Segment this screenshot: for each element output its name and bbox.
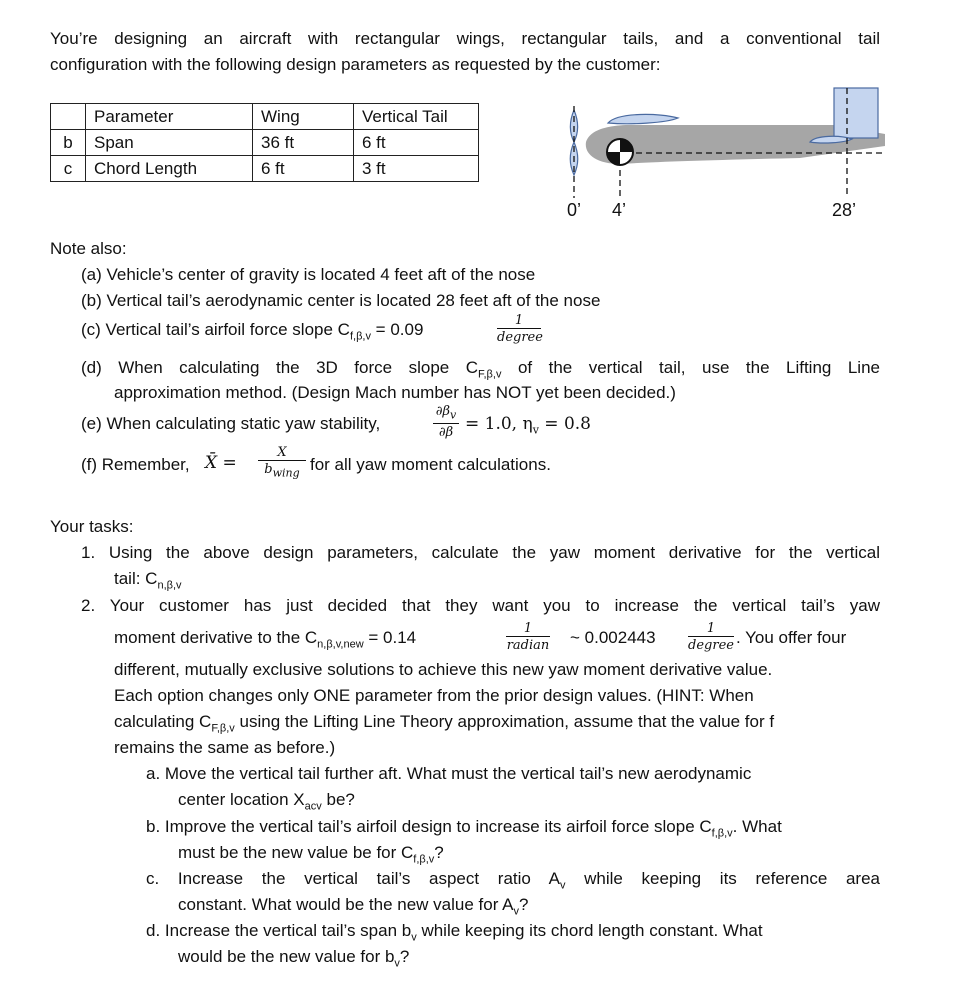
option-d-text-2-cont: ? <box>399 947 410 966</box>
option-a-text: center location X <box>178 790 305 809</box>
fraction-denominator-subscript: wing <box>272 466 300 480</box>
table-cell: Chord Length <box>86 156 253 182</box>
fraction-denominator: radian <box>506 638 550 653</box>
note-d-text: (d) When calculating the 3D force slope C <box>81 358 478 377</box>
option-c-subscript: v <box>559 879 566 892</box>
option-b-text-cont: . What <box>732 817 782 836</box>
note-e-text: (e) When calculating static yaw stability, <box>81 414 381 433</box>
fraction-numerator: 1 <box>523 621 533 636</box>
fraction-denominator: ∂β <box>433 423 459 440</box>
center-of-gravity-symbol <box>607 139 633 165</box>
fraction-numerator: 1 <box>706 621 716 636</box>
table-cell <box>51 104 86 130</box>
note-c-fraction <box>497 314 541 345</box>
task-1-line-2 <box>114 567 182 597</box>
option-a-text-cont: be? <box>321 790 355 809</box>
task-2-subscript: n,β,v,new <box>317 638 364 651</box>
task-2-line-2 <box>114 626 416 656</box>
table-cell: 3 ft <box>354 156 479 182</box>
task-2-line-6: remains the same as before.) <box>114 738 336 757</box>
task-2-text: moment derivative to the C <box>114 628 318 647</box>
option-d-text: d. Increase the vertical tail’s span b <box>146 921 412 940</box>
table-cell: Vertical Tail <box>354 104 479 130</box>
task-2-fraction-radian <box>506 622 550 653</box>
option-c-text-cont: while keeping its reference area <box>565 869 880 888</box>
option-a-subscript: acv <box>304 800 322 813</box>
design-parameters-table <box>50 103 479 182</box>
option-d-text-cont: while keeping its chord length constant. What <box>416 921 763 940</box>
table-cell: Wing <box>253 104 354 130</box>
table-cell: Parameter <box>86 104 253 130</box>
task-2-hint-text: calculating C <box>114 712 212 731</box>
note-a: (a) Vehicle’s center of gravity is located 4 feet aft of the nose <box>81 265 536 284</box>
option-d-subscript-2: v <box>394 957 400 970</box>
note-c <box>81 318 423 348</box>
table-row <box>51 130 479 156</box>
note-e-equation <box>465 414 591 436</box>
intro-line-1: You’re designing an aircraft with rectangular wings, rectangular tails, and a conventional tail <box>50 29 880 48</box>
note-c-value: = 0.09 <box>370 320 424 339</box>
option-b-text-2: must be the new value be for C <box>178 843 414 862</box>
table-cell: 6 ft <box>253 156 354 182</box>
task-2-value: = 0.14 <box>363 628 417 647</box>
task-2-line-4: Each option changes only ONE parameter from the prior design values. (HINT: When <box>114 686 754 705</box>
table-cell: 6 ft <box>354 130 479 156</box>
tail-position-label: 28’ <box>832 200 857 220</box>
note-e-equation-subscript: v <box>532 423 539 437</box>
note-f-text: (f) Remember, <box>81 455 190 474</box>
table-cell: 36 ft <box>253 130 354 156</box>
table-cell: Span <box>86 130 253 156</box>
option-b-text-2-cont: ? <box>434 843 444 862</box>
option-a-line-2 <box>178 788 355 818</box>
task-1-subscript: n,β,v <box>157 579 182 592</box>
task-2-fraction-degree <box>688 622 734 653</box>
option-a-line-1: a. Move the vertical tail further aft. What must the vertical tail’s new aerodynamic <box>146 764 752 783</box>
note-d-text-cont: of the vertical tail, use the Lifting Line <box>501 358 880 377</box>
note-f-text-cont: for all yaw moment calculations. <box>310 455 551 474</box>
intro-line-2: configuration with the following design parameters as requested by the customer: <box>50 55 661 74</box>
option-d-line-2 <box>178 945 409 975</box>
nose-position-label: 0’ <box>567 200 582 220</box>
note-d-subscript: F,β,v <box>478 368 502 381</box>
note-f-math: X̄ = <box>205 453 237 473</box>
option-c-text-2-cont: ? <box>518 895 529 914</box>
table-cell: b <box>51 130 86 156</box>
task-1-line-1: 1. Using the above design parameters, calculate the yaw moment derivative for the vertical <box>81 543 880 562</box>
fraction-numerator: 1 <box>514 313 524 328</box>
note-b: (b) Vertical tail’s aerodynamic center is located 28 feet aft of the nose <box>81 291 601 310</box>
fraction-numerator: X <box>277 445 287 460</box>
option-b-subscript: f,β,v <box>711 827 733 840</box>
task-2-line-3: different, mutually exclusive solutions to achieve this new yaw moment derivative value. <box>114 660 773 679</box>
aircraft-side-view-diagram <box>560 80 890 205</box>
note-e-fraction <box>433 405 459 440</box>
task-2-hint-subscript: F,β,v <box>211 722 235 735</box>
table-cell: c <box>51 156 86 182</box>
note-e-equation-value: = 0.8 <box>538 414 591 434</box>
fraction-denominator: degree <box>497 330 543 345</box>
option-b-subscript-2: f,β,v <box>413 853 435 866</box>
fraction-denominator: b <box>264 462 273 477</box>
option-d-text-2: would be the new value for b <box>178 947 395 966</box>
task-2-text-cont: . You offer four <box>736 628 847 647</box>
task-2-line-1: 2. Your customer has just decided that they want you to increase the vertical tail’s yaw <box>81 596 880 615</box>
notes-heading: Note also: <box>50 239 127 258</box>
option-b-text: b. Improve the vertical tail’s airfoil design to increase its airfoil force slope C <box>146 817 712 836</box>
table-header-row <box>51 104 479 130</box>
task-1-text: tail: C <box>114 569 158 588</box>
fraction-denominator: degree <box>688 638 734 653</box>
task-2-approx-value: ~ 0.002443 <box>570 628 656 647</box>
option-c-text-2: constant. What would be the new value for A <box>178 895 514 914</box>
table-row <box>51 156 479 182</box>
option-d-subscript: v <box>411 931 417 944</box>
note-c-subscript: f,β,v <box>349 330 371 343</box>
note-c-text: (c) Vertical tail’s airfoil force slope C <box>81 320 350 339</box>
note-e-equation-text: = 1.0, η <box>465 414 533 434</box>
wing-airfoil-shape <box>608 114 678 123</box>
cg-position-label: 4’ <box>612 200 627 220</box>
fraction-numerator-subscript: v <box>450 408 457 422</box>
tasks-heading: Your tasks: <box>50 517 134 536</box>
option-c-text: c. Increase the vertical tail’s aspect ratio A <box>146 869 560 888</box>
note-f-fraction <box>258 446 306 481</box>
fraction-numerator: ∂β <box>435 404 451 419</box>
task-2-hint-text-cont: using the Lifting Line Theory approximation, assume that the value for f <box>234 712 775 731</box>
note-d-line-2: approximation method. (Design Mach number has NOT yet been decided.) <box>114 383 676 402</box>
option-c-subscript-2: v <box>513 905 519 918</box>
vertical-tail-shape <box>834 88 878 138</box>
